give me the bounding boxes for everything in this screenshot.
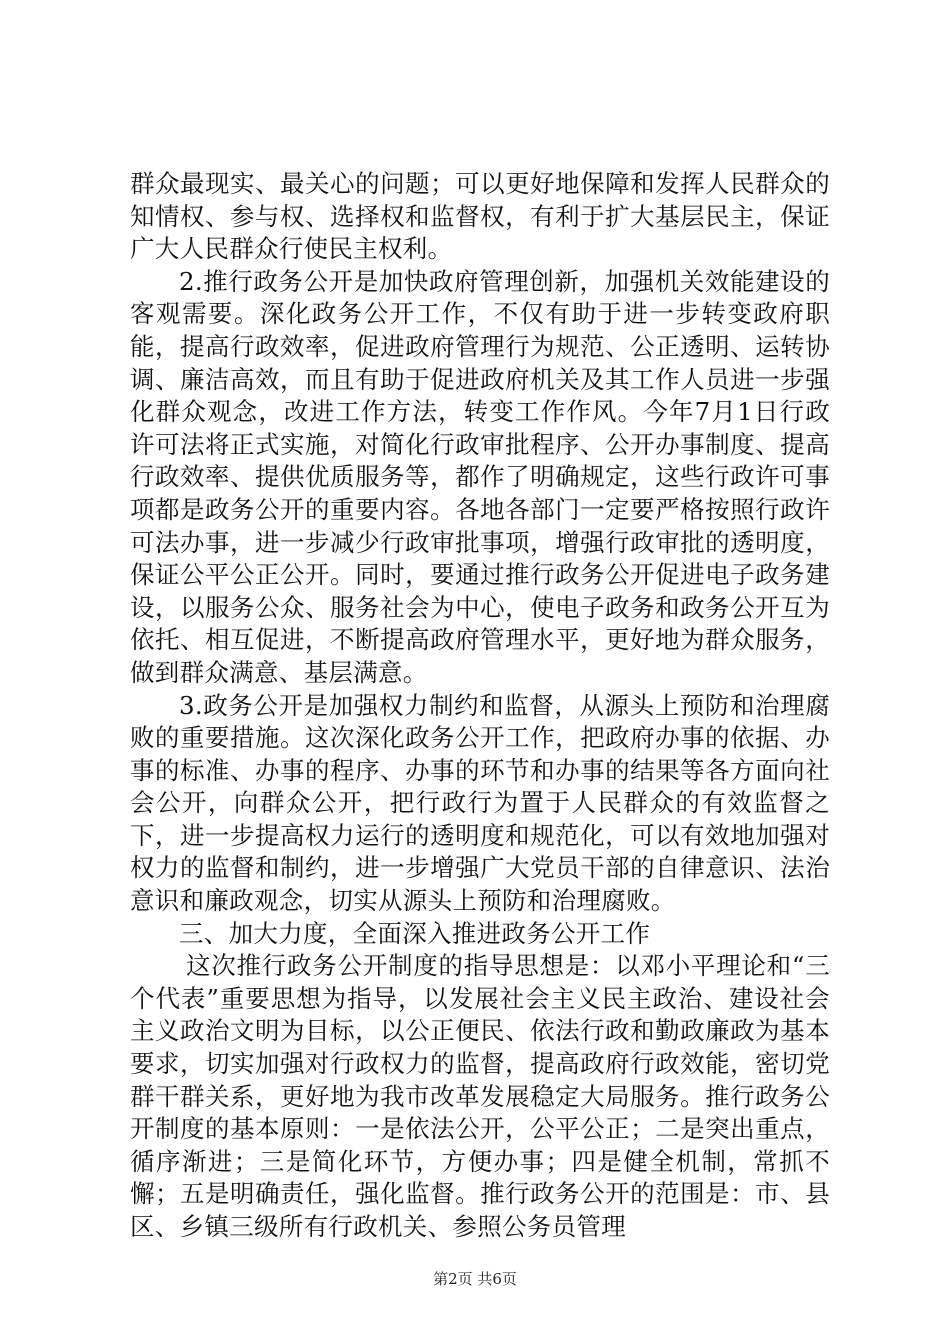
section-heading: 三、加大力度，全面深入推进政务公开工作 <box>179 918 651 948</box>
paragraph-3: 3.政务公开是加强权力制约和监督，从源头上预防和治理腐败的重要措施。这次深化政务公开工作，把政府办事的依据、办事的标准、办事的程序、办事的环节和办事的结果等各方面向社会公开，向群众公开，把行政行为置于人民群众的有效监督之下，进一步提高权力运行的透明度和规范化，可以有效地加强对权力的监督和制约，进一步增强广大党员干部的自律意识、法治意识和廉政观念，切实从源头上预防和治理腐败。 <box>130 690 830 916</box>
page-number-footer: 第2页 共6页 <box>433 1270 517 1288</box>
document-body <box>130 168 830 1244</box>
paragraph-2: 2.推行政务公开是加快政府管理创新，加强机关效能建设的客观需要。深化政务公开工作，不仅有助于进一步转变政府职能，提高行政效率，促进政府管理行为规范、公正透明、运转协调、廉洁高效，而且有助于促进政府机关及其工作人员进一步强化群众观念，改进工作方法，转变工作作风。今年7月1日行政许可法将正式实施，对简化行政审批程序、公开办事制度、提高行政效率、提供优质服务等，都作了明确规定，这些行政许可事项都是政务公开的重要内容。各地各部门一定要严格按照行政许可法办事，进一步减少行政审批事项，增强行政审批的透明度，保证公平公正公开。同时，要通过推行政务公开促进电子政务建设，以服务公众、服务社会为中心，使电子政务和政务公开互为依托、相互促进，不断提高政府管理水平，更好地为群众服务，做到群众满意、基层满意。 <box>130 266 830 687</box>
paragraph-4: 这次推行政务公开制度的指导思想是：以邓小平理论和“三个代表”重要思想为指导，以发展社会主义民主政治、建设社会主义政治文明为目标，以公正便民、依法行政和勤政廉政为基本要求，切实加强对行政权力的监督，提高政府行政效能，密切党群干群关系，更好地为我市改革发展稳定大局服务。推行政务公开制度的基本原则：一是依法公开，公平公正；二是突出重点，循序渐进；三是简化环节，方便办事；四是健全机制，常抓不懈；五是明确责任，强化监督。推行政务公开的范围是：市、县区、乡镇三级所有行政机关、参照公务员管理 <box>130 951 830 1241</box>
paragraph-1: 群众最现实、最关心的问题；可以更好地保障和发挥人民群众的知情权、参与权、选择权和监督权，有利于扩大基层民主，保证广大人民群众行使民主权利。 <box>130 169 830 264</box>
